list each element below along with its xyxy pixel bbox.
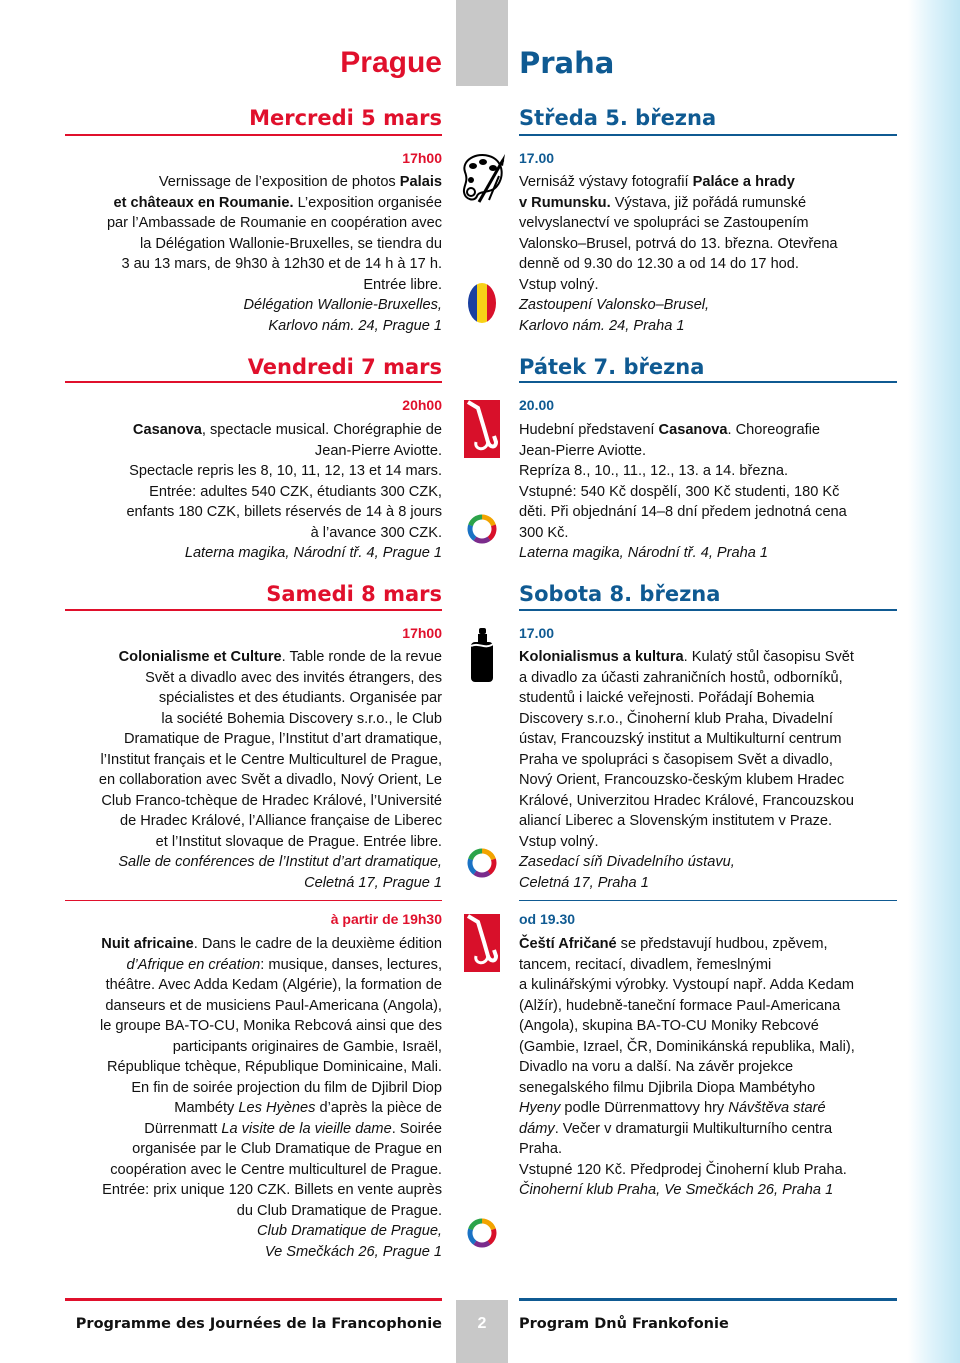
francophonie-logo-icon: [458, 1216, 506, 1250]
event-time-cz: 20.00: [519, 397, 555, 413]
event-time-fr: 20h00: [402, 397, 442, 413]
romanian-flag-icon: [458, 282, 506, 324]
event-text-cz: Hudební představení Casanova. Choreografie Jean-Pierre Aviotte. Repríza 8., 10., 11., 12., 13. a 14. března. Vstupné: 540 Kč dospělí, 300 Kč studenti, 180 Kč děti. Při objednání 14–8 dní předem jednotná cena 300 Kč. Laterna magika, Národní tř. 4, Praha 1: [519, 422, 847, 561]
date-heading-cz: Pátek 7. března: [519, 355, 705, 379]
date-rule-fr: [65, 381, 442, 383]
footer-rule-fr: [65, 1298, 442, 1301]
date-rule-cz: [519, 134, 897, 136]
date-heading-cz: Středa 5. března: [519, 106, 717, 130]
event-time-cz: 17.00: [519, 150, 555, 166]
date-rule-cz: [519, 609, 897, 611]
event-time-fr: à partir de 19h30: [330, 911, 442, 927]
event-text-fr: Nuit africaine. Dans le cadre de la deuxième édition d’Afrique en création: musique, danses, lectures, théâtre. Avec Adda Kedam (Algérie), la formation de danseurs et de musiciens Paul-Americana (Angola), le groupe BA-TO-CU, Monika Rebcová ainsi que des participants originaires de Gambie, Israël, République tchèque, République Dominicaine, Mali. En fin de soirée projection du film de Djibril Diop Mambéty Les Hyènes d’après la pièce de Dürrenmatt La visite de la vieille dame. Soirée organisée par le Club Dramatique de Prague en coopération avec le Centre multiculturel de Prague. Entrée: prix unique 120 CZK. Billets en vente auprès du Club Dramatique de Prague. Club Dramatique de Prague, Ve Smečkách 26, Prague 1: [99, 936, 442, 1260]
event-time-fr: 17h00: [402, 150, 442, 166]
event-text-cz: Čeští Afričané se představují hudbou, zpěvem, tancem, recitací, divadlem, řemeslnými a kulinářskými výrobky. Vystoupí např. Adda Kedam (Alžír), hudebně-taneční formace Paul-Americana (Angola), skupina BA-TO-CU Moniky Rebcové (Gambie, Izrael, ČR, Dominikánská republika, Mali), Divadlo na voru a další. Na závěr projekce senegalského filmu Djibrila Diopa Mambétyho Hyeny podle Dürrenmattovy hry Návštěva staré dámy. Večer v dramaturgii Multikulturního centra Praha. Vstupné 120 Kč. Předprodej Činoherní klub Praha. Činoherní klub Praha, Ve Smečkách 26, Praha 1: [519, 936, 855, 1198]
date-heading-fr: Samedi 8 mars: [266, 582, 442, 606]
city-title-fr: Prague: [340, 46, 442, 79]
palette-icon: [458, 150, 506, 208]
event-time-cz: 17.00: [519, 625, 555, 641]
event-time-fr: 17h00: [402, 625, 442, 641]
date-rule-fr: [65, 609, 442, 611]
saxophone-icon: [458, 912, 506, 974]
footer-title-fr: Programme des Journées de la Francophonie: [75, 1316, 442, 1332]
time-rule-fr: [65, 900, 442, 901]
date-heading-cz: Sobota 8. března: [519, 582, 721, 606]
event-text-cz: Vernisáž výstavy fotografií Paláce a hrady v Rumunsku. Výstava, již pořádá rumunské velvyslanectví ve spolupráci se Zastoupením Valonsko–Brusel, potrvá do 13. března. Otevřena denně od 9.30 do 12.30 a od 14 do 17 hod. Vstup volný. Zastoupení Valonsko–Brusel, Karlovo nám. 24, Praha 1: [519, 174, 838, 334]
footer-title-cz: Program Dnů Frankofonie: [519, 1316, 729, 1332]
date-heading-fr: Mercredi 5 mars: [249, 106, 442, 130]
microphone-icon: [458, 628, 506, 684]
event-text-fr: Casanova, spectacle musical. Chorégraphie de Jean-Pierre Aviotte. Spectacle repris les 8, 10, 11, 12, 13 et 14 mars. Entrée: adultes 540 CZK, étudiants 300 CZK, enfants 180 CZK, billets réservés de 14 à 8 jours à l’avance 300 CZK. Laterna magika, Národní tř. 4, Prague 1: [126, 422, 442, 561]
event-text-fr: Vernissage de l’exposition de photos Palais et châteaux en Roumanie. L’exposition organisée par l’Ambassade de Roumanie en coopération avec la Délégation Wallonie-Bruxelles, se tiendra du 3 au 13 mars, de 9h30 à 12h30 et de 14 h à 17 h. Entrée libre. Délégation Wallonie-Bruxelles, Karlovo nám. 24, Prague 1: [106, 174, 442, 334]
city-title-cz: Praha: [519, 46, 615, 80]
date-rule-fr: [65, 134, 442, 136]
francophonie-logo-icon: [458, 846, 506, 880]
saxophone-icon: [458, 398, 506, 460]
event-text-cz: Kolonialismus a kultura. Kulatý stůl časopisu Svět a divadlo za účasti zahraničních hostů, odborníků, studentů i laické veřejnosti. Pořádají Bohemia Discovery s.r.o., Činoherní klub Praha, Divadelní ústav, Francouzský institut a Multikulturní centrum Praha ve spolupráci s časopisem Svět a divadlo, Nový Orient, Francouzsko-českým klubem Hradec Králové, Univerzitou Hradec Králové, Francouzskou aliancí Liberec a Slovenským institutem v Praze. Vstup volný. Zasedací síň Divadelního ústavu, Celetná 17, Praha 1: [519, 649, 854, 891]
event-text-fr: Colonialisme et Culture. Table ronde de la revue Svět a divadlo avec des invités étrangers, des spécialistes et des étudiants. Organisée par la société Bohemia Discovery s.r.o., le Club Dramatique de Prague, l’Institut d’art dramatique, l’Institut français et le Centre Multiculturel de Prague, en collaboration avec Svět a divadlo, Nový Orient, Le Club Franco-tchèque de Hradec Králové, l’Université de Hradec Králové, l’Alliance française de Liberec et l’Institut slovaque de Prague. Entrée libre. Salle de conférences de l’Institut d’art dramatique, Celetná 17, Prague 1: [98, 649, 442, 891]
time-rule-cz: [519, 900, 897, 901]
gutter-top-block: [456, 0, 508, 86]
page-number: 2: [477, 1315, 487, 1332]
date-rule-cz: [519, 381, 897, 383]
francophonie-logo-icon: [458, 512, 506, 546]
date-heading-fr: Vendredi 7 mars: [247, 355, 442, 379]
event-time-cz: od 19.30: [519, 911, 576, 927]
footer-rule-cz: [519, 1298, 897, 1301]
